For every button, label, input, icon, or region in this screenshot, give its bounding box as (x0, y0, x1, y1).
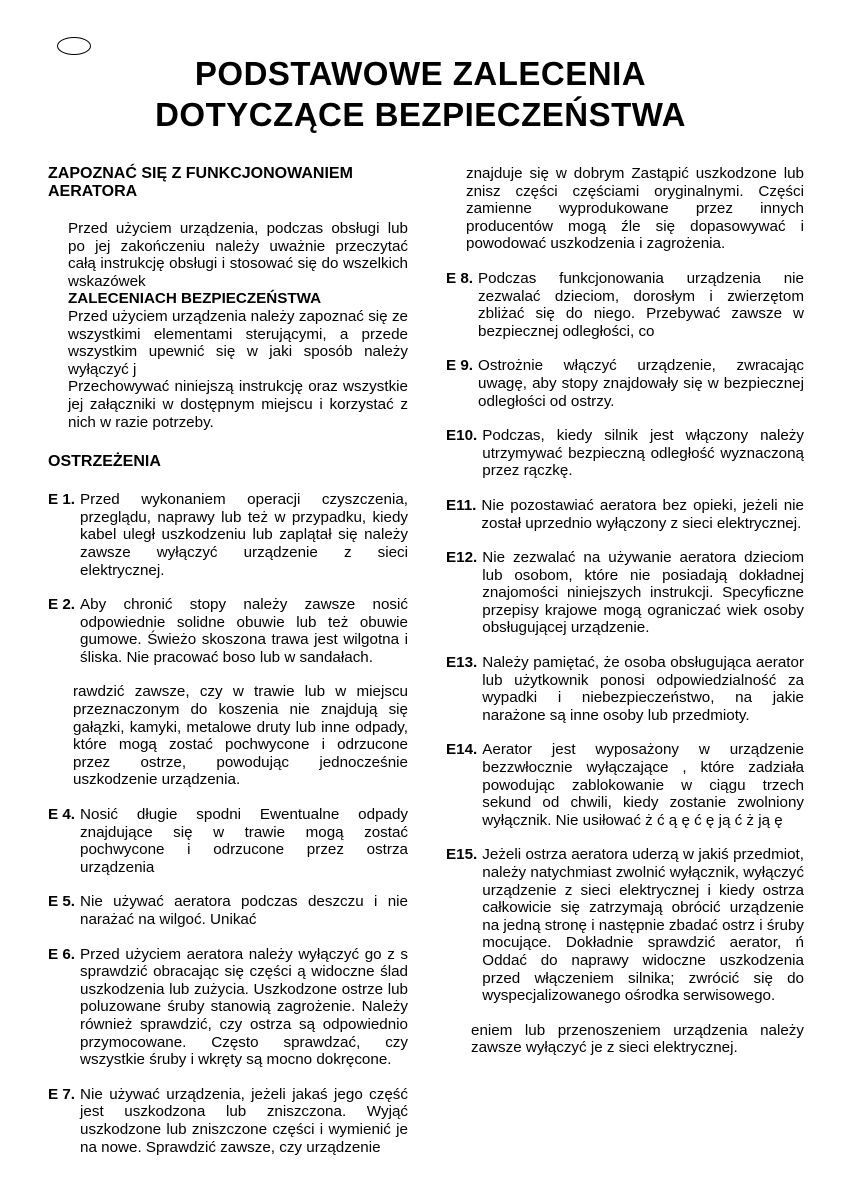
warning-e7-continued: znajduje się w dobrym Zastąpić uszkodzone lub znisz części częściami oryginalnymi. Części zamienne wyprodukowane przez innych producentów mogą źle się dopasowywać i powodować uszkodzenia i zagrożenia. (466, 165, 804, 253)
warning-text: Nie używać aeratora podczas deszczu i nie narażać na wilgoć. Unikać (80, 893, 408, 928)
warning-number: E 4. (48, 806, 76, 824)
section-heading-warnings: OSTRZEŻENIA (48, 453, 161, 471)
warning-number: E 9. (446, 357, 474, 375)
warning-number: E11. (446, 496, 477, 514)
warning-item (48, 596, 408, 666)
warning-text: Ostrożnie włączyć urządzenie, zwracając uwagę, aby stopy znajdowały się w bezpiecznej odległości od ostrzy. (478, 357, 804, 410)
left-column (48, 165, 408, 1173)
warning-item (446, 654, 804, 724)
intro-paragraph-1: Przed użyciem urządzenia, podczas obsługi lub po jej zakończeniu należy uważnie przeczytać całą instrukcję obsługi i stosować się do wszelkich wskazówek (68, 220, 408, 290)
warning-item (48, 946, 408, 1069)
warning-item (446, 497, 804, 532)
intro-block (48, 220, 408, 431)
warning-text: Nie zezwalać na używanie aeratora dzieciom lub osobom, które nie posiadają dokładnej znajomości niniejszych instrukcji. Specyficzne przepisy krajowe mogą ograniczać wiek osoby obsługującej urządzenie. (482, 549, 804, 637)
warning-item (48, 893, 408, 928)
intro-paragraph-2: Przed użyciem urządzenia należy zapoznać się ze wszystkimi elementami sterującymi, a przede wszystkim upewnić się w jaki sposób należy wyłączyć j (68, 307, 408, 378)
warning-text: Przed użyciem aeratora należy wyłączyć go z s sprawdzić obracając się części ą widoczne ślad uszkodzenia lub zużycia. Uszkodzone ostrze lub poluzowane śruby stanowią zagrożenie. Należy również sprawdzić, czy ostrza są odpowiednio przymocowane. Często sprawdzać, czy wszystkie śruby i wkręty są mocno dokręcone. (80, 945, 408, 1069)
warning-item (446, 357, 804, 410)
warning-text: Aerator jest wyposażony w urządzenie bezzwłocznie wyłączające , które zadziała powodując zablokowanie w ciągu trzech sekund od chwili, kiedy zostanie zwolniony wyłącznik. Nie usiłować ż ć ą ę ć ę ją ć ż ją ę (482, 741, 804, 829)
warning-item (446, 549, 804, 637)
intro-paragraph-3: Przechowywać niniejszą instrukcję oraz wszystkie jej załączniki w dostępnym miejscu i korzystać z nich w razie potrzeby. (68, 378, 408, 431)
right-column (446, 165, 804, 1074)
warning-text: eniem lub przenoszeniem urządzenia należy zawsze wyłączyć je z sieci elektrycznej. (471, 1021, 804, 1057)
warning-text: Należy pamiętać, że osoba obsługująca aerator lub użytkownik ponosi odpowiedzialność za wypadki i niebezpieczeństwo, na jakie narażone są inne osoby lub przedmioty. (482, 654, 804, 724)
warning-item (48, 491, 408, 579)
warning-item (446, 741, 804, 829)
warning-number: E 7. (48, 1085, 76, 1103)
warning-item (48, 1086, 408, 1156)
warning-text: Podczas, kiedy silnik jest włączony należy utrzymywać bezpieczną odległość wyznaczoną przez rączkę. (482, 427, 804, 480)
warning-text: Nie pozostawiać aeratora bez opieki, jeżeli nie został uprzednio wyłączony z sieci elektrycznej. (481, 496, 804, 532)
warning-number: E12. (446, 549, 478, 567)
warning-text: Jeżeli ostrza aeratora uderzą w jakiś przedmiot, należy natychmiast zwolnić wyłącznik, wyłączyć urządzenie z sieci elektrycznej i kiedy ostrza całkowicie się zatrzymają obrócić urządzenie na jedną stronę i następnie zbadać ostrz i śruby mocujące. Dokładnie sprawdzić aerator, ń Oddać do naprawy widoczne uszkodzenia przed włączeniem silnika; zwrócić się do wyspecjalizowanego ośrodka serwisowego. (482, 846, 804, 1005)
page-title-line-2: DOTYCZĄCE BEZPIECZEŃSTWA (155, 96, 686, 133)
warning-item (446, 1022, 804, 1057)
warning-item (48, 806, 408, 876)
intro-bold-safety: ZALECENIACH BEZPIECZEŃSTWA (68, 290, 322, 308)
warning-number: E 5. (48, 893, 76, 911)
warning-text: Nie używać urządzenia, jeżeli jakaś jego część jest uszkodzona lub zniszczona. Wyjąć uszkodzone lub zniszczone części i wymienić je na nowe. Sprawdzić zawsze, czy urządzenie (80, 1085, 408, 1156)
warning-item (446, 427, 804, 480)
warning-number: E14. (446, 741, 478, 759)
warning-text: Podczas funkcjonowania urządzenia nie zezwalać dzieciom, dorosłym i zwierzętom zbliżać się do niego. Przebywać zawsze w bezpiecznej odległości, co (478, 269, 804, 340)
page-oval-marker (57, 37, 91, 55)
warning-text: Aby chronić stopy należy zawsze nosić odpowiednie solidne obuwie lub też obuwie gumowe. Świeżo skoszona trawa jest wilgotna i śliska. Nie pracować boso lub w sandałach. (80, 596, 408, 666)
page-title-line-1: PODSTAWOWE ZALECENIA (194, 55, 647, 92)
warning-number: E13. (446, 654, 478, 672)
warning-item (446, 270, 804, 340)
warning-text: rawdzić zawsze, czy w trawie lub w miejscu przeznaczonym do koszenia nie znajdują się gałązki, kamyki, metalowe druty lub inne odpady, które mogą zostać pochwycone i odrzucone przez ostrze, powodując jednocześnie uszkodzenie urządzenia. (73, 683, 408, 789)
warning-number: E15. (446, 846, 478, 864)
warning-number: E 1. (48, 491, 76, 509)
warning-number: E 8. (446, 269, 474, 287)
warnings-list-right (446, 270, 804, 1057)
warning-number: E 6. (48, 945, 76, 963)
warnings-list-left (48, 491, 408, 1156)
warning-number (48, 683, 68, 789)
warning-item (48, 683, 408, 789)
warning-number: E 2. (48, 596, 76, 614)
section-heading-aerator: ZAPOZNAĆ SIĘ Z FUNKCJONOWANIEM AERATORA (48, 165, 353, 200)
warning-text: Przed wykonaniem operacji czyszczenia, przeglądu, naprawy lub też w przypadku, kiedy kabel uległ uszkodzeniu lub zaplątał się należy zawsze wyłączyć urządzenie z sieci elektrycznej. (80, 491, 408, 579)
warning-item (446, 846, 804, 1004)
warning-text: Nosić długie spodni Ewentualne odpady znajdujące się w trawie mogą zostać pochwycone i odrzucone przez ostrza urządzenia (80, 806, 408, 876)
warning-number: E10. (446, 427, 478, 445)
warning-number (446, 1022, 466, 1057)
